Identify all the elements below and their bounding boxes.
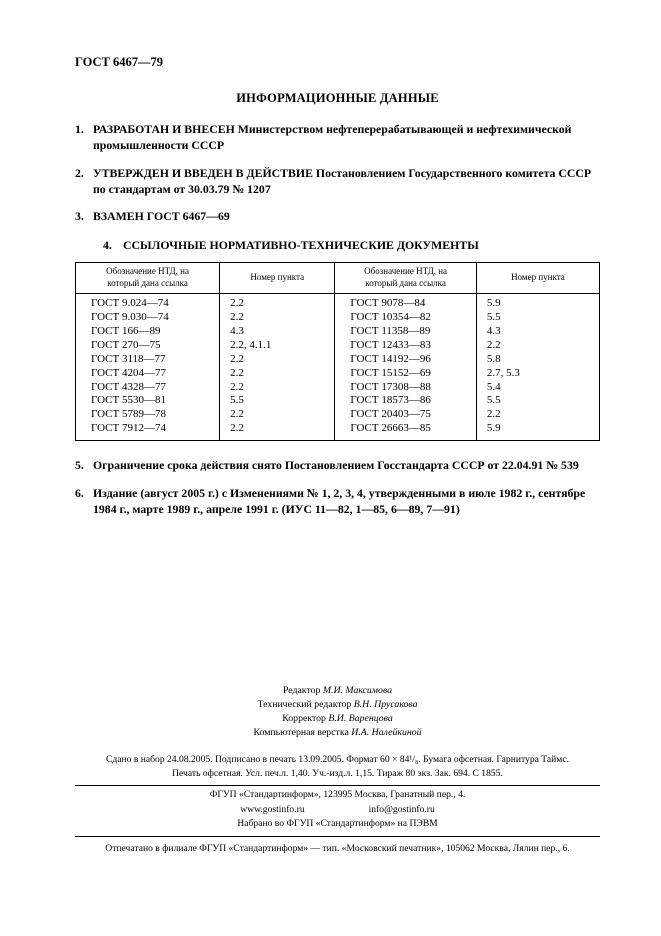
table-row: [76, 394, 600, 408]
table-row: [76, 381, 600, 395]
staff-name: И.А. Налейкиной: [351, 727, 422, 739]
item-text: Ограничение срока действия снято Постановлением Госстандарта СССР от 22.04.91 № 539: [93, 458, 579, 473]
ntd-cell: ГОСТ 9.024—74: [76, 293, 220, 310]
table-header-row: [76, 263, 600, 293]
ntd-cell: ГОСТ 14192—96: [335, 353, 476, 367]
page-title: ИНФОРМАЦИОННЫЕ ДАННЫЕ: [236, 91, 439, 105]
punkt-number-cell: 5.5: [220, 394, 335, 408]
ntd-cell: ГОСТ 9.030—74: [76, 311, 220, 325]
punkt-number-cell: 2.2: [220, 353, 335, 367]
numbered-items-after-table: [75, 457, 600, 517]
ntd-cell: ГОСТ 4204—77: [76, 367, 220, 381]
punkt-number-cell: 5.8: [476, 353, 599, 367]
punkt-number-cell: 2.2, 4.1.1: [220, 339, 335, 353]
punkt-number-cell: 5.9: [476, 293, 599, 310]
section-4-heading: [103, 238, 600, 253]
staff-block: [75, 684, 600, 741]
typeset-line: Набрано во ФГУП «Стандартинформ» на ПЭВМ: [237, 818, 438, 830]
staff-role: Технический редактор: [257, 699, 352, 711]
punkt-number-cell: 2.2: [220, 311, 335, 325]
punkt-number-cell: 4.3: [476, 325, 599, 339]
ntd-cell: ГОСТ 7912—74: [76, 422, 220, 440]
punkt-number-cell: 4.3: [220, 325, 335, 339]
ntd-cell: ГОСТ 15152—69: [335, 367, 476, 381]
list-item: [75, 165, 600, 198]
item-text: ВЗАМЕН ГОСТ 6467—69: [93, 209, 230, 224]
list-item: [75, 485, 600, 518]
printed-at-line: Отпечатано в филиале ФГУП «Стандартинформ» — тип. «Московский печатник», 105062 Москва, Лялин пер., 6.: [105, 842, 570, 854]
staff-role: Корректор: [282, 713, 326, 725]
publisher-block: [75, 788, 600, 831]
ntd-cell: ГОСТ 270—75: [76, 339, 220, 353]
punkt-number-cell: 2.2: [220, 293, 335, 310]
ntd-cell: ГОСТ 11358—89: [335, 325, 476, 339]
ntd-cell: ГОСТ 166—89: [76, 325, 220, 339]
ntd-cell: ГОСТ 9078—84: [335, 293, 476, 310]
staff-line: [75, 712, 600, 726]
ntd-cell: ГОСТ 3118—77: [76, 353, 220, 367]
table-row: [76, 422, 600, 440]
ntd-cell: ГОСТ 10354—82: [335, 311, 476, 325]
item-number: 2.: [75, 165, 84, 180]
section-title: ССЫЛОЧНЫЕ НОРМАТИВНО-ТЕХНИЧЕСКИЕ ДОКУМЕНТЫ: [123, 238, 479, 253]
ntd-cell: ГОСТ 5530—81: [76, 394, 220, 408]
staff-name: В.Н. Прусакова: [353, 699, 418, 711]
punkt-number-cell: 5.4: [476, 381, 599, 395]
staff-role: Компьютерная верстка: [253, 727, 349, 739]
print-info-line-1: Сдано в набор 24.08.2005. Подписано в печать 13.09.2005. Формат 60 × 84¹/₈. Бумага офсетная. Гарнитура Таймс.: [105, 753, 570, 765]
staff-line: [75, 726, 600, 740]
colophon: [75, 684, 600, 856]
ntd-column-header: Обозначение НТД, на который дана ссылка: [335, 263, 476, 293]
publisher-address: ФГУП «Стандартинформ», 123995 Москва, Гранатный пер., 4.: [209, 789, 466, 801]
divider-rule: [75, 785, 600, 786]
staff-name: В.И. Варенцова: [328, 713, 393, 725]
ntd-cell: ГОСТ 18573—86: [335, 394, 476, 408]
ntd-column-header: Обозначение НТД, на который дана ссылка: [76, 263, 220, 293]
email-text: info@gostinfo.ru: [368, 803, 435, 815]
punkt-number-cell: 2.2: [476, 339, 599, 353]
punkt-number-cell: 2.2: [220, 381, 335, 395]
item-number: 1.: [75, 122, 84, 136]
item-text: УТВЕРЖДЕН И ВВЕДЕН В ДЕЙСТВИЕ Постановлением Государственного комитета СССР по стандартам от 30.03.79 № 1207: [93, 165, 592, 196]
table-row: [76, 325, 600, 339]
print-info-block: [75, 753, 600, 782]
item-text: РАЗРАБОТАН И ВНЕСЕН Министерством нефтеперерабатывающей и нефтехимической промышленности СССР: [93, 122, 572, 153]
contacts-line: [75, 803, 600, 817]
references-table: [75, 262, 600, 441]
punkt-number-cell: 2.2: [220, 408, 335, 422]
punkt-number-cell: 2.2: [220, 422, 335, 440]
item-number: 5.: [75, 458, 84, 473]
table-row: [76, 367, 600, 381]
table-row: [76, 408, 600, 422]
list-item: [75, 457, 600, 473]
numbered-items: [75, 121, 600, 224]
staff-line: [75, 684, 600, 698]
punkt-column-header: Номер пункта: [220, 263, 335, 293]
ntd-cell: ГОСТ 5789—78: [76, 408, 220, 422]
ntd-cell: ГОСТ 26663—85: [335, 422, 476, 440]
staff-role: Редактор: [282, 684, 321, 696]
punkt-number-cell: 5.9: [476, 422, 599, 440]
item-text: Издание (август 2005 г.) с Изменениями № 1, 2, 3, 4, утвержденными в июле 1982 г., сентябре 1984 г., марте 1989 г., апреле 1991 г. (ИУС 11—82, 1—85, 6—89, 7—91): [93, 485, 586, 516]
doc-code: ГОСТ 6467—79: [75, 55, 164, 69]
ntd-cell: ГОСТ 12433—83: [335, 339, 476, 353]
section-number: 4.: [103, 238, 112, 253]
staff-line: [75, 698, 600, 712]
divider-rule: [75, 836, 600, 837]
punkt-number-cell: 5.5: [476, 311, 599, 325]
punkt-number-cell: 5.5: [476, 394, 599, 408]
list-item: [75, 208, 600, 224]
table-row: [76, 353, 600, 367]
punkt-column-header: Номер пункта: [476, 263, 599, 293]
website-text: www.gostinfo.ru: [240, 803, 305, 815]
ntd-cell: ГОСТ 4328—77: [76, 381, 220, 395]
punkt-number-cell: 2.2: [220, 367, 335, 381]
item-number: 6.: [75, 485, 84, 500]
staff-name: М.И. Максимова: [322, 684, 393, 696]
punkt-number-cell: 2.2: [476, 408, 599, 422]
list-item: [75, 121, 600, 154]
table-row: [76, 311, 600, 325]
table-row: [76, 293, 600, 310]
ntd-cell: ГОСТ 20403—75: [335, 408, 476, 422]
table-row: [76, 339, 600, 353]
punkt-number-cell: 2.7, 5.3: [476, 367, 599, 381]
print-info-line-2: Печать офсетная. Усл. печ.л. 1,40. Уч.-изд.л. 1,15. Тираж 80 экз. Зак. 694. С 1855.: [172, 768, 503, 780]
ntd-cell: ГОСТ 17308—88: [335, 381, 476, 395]
ref-table-body: [76, 293, 600, 441]
item-number: 3.: [75, 209, 84, 224]
